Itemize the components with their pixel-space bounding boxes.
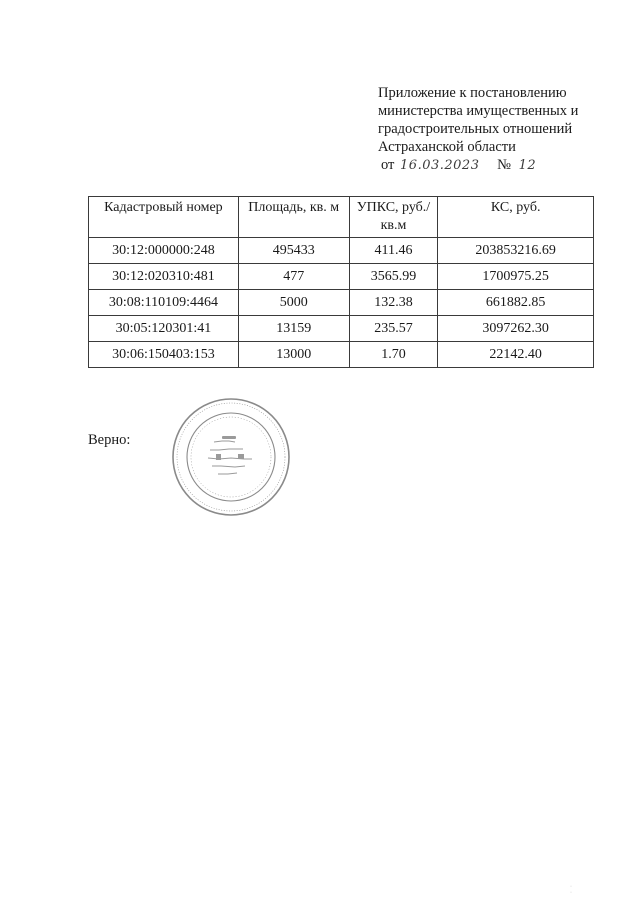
cell-upks: 411.46 (349, 238, 438, 264)
cadastre-table (88, 196, 594, 368)
cell-ks: 203853216.69 (438, 238, 594, 264)
header-line-3: градостроительных отношений (378, 121, 573, 137)
table-row (89, 316, 594, 342)
cell-area: 13000 (238, 342, 349, 368)
annex-header (378, 84, 628, 175)
cell-cadastral-number: 30:08:110109:4464 (89, 290, 239, 316)
table-row (89, 264, 594, 290)
cell-cadastral-number: 30:12:020310:481 (89, 264, 239, 290)
cell-area: 13159 (238, 316, 349, 342)
col-header-upks: УПКС, руб./кв.м (349, 197, 438, 238)
cell-ks: 661882.85 (438, 290, 594, 316)
number-prefix: № (497, 157, 511, 173)
cell-ks: 1700975.25 (438, 264, 594, 290)
cell-upks: 1.70 (349, 342, 438, 368)
table-row (89, 238, 594, 264)
cell-ks: 3097262.30 (438, 316, 594, 342)
header-line-2: министерства имущественных и (378, 103, 579, 119)
cell-upks: 3565.99 (349, 264, 438, 290)
cell-area: 477 (238, 264, 349, 290)
cell-cadastral-number: 30:06:150403:153 (89, 342, 239, 368)
cell-area: 5000 (238, 290, 349, 316)
header-line-1: Приложение к постановлению (378, 85, 567, 101)
table-row (89, 290, 594, 316)
table-row (89, 342, 594, 368)
cell-area: 495433 (238, 238, 349, 264)
col-header-area: Площадь, кв. м (238, 197, 349, 238)
official-seal-stamp (170, 396, 292, 518)
cell-cadastral-number: 30:12:000000:248 (89, 238, 239, 264)
cell-upks: 235.57 (349, 316, 438, 342)
handwritten-number: 12 (518, 158, 537, 173)
col-header-cadastral-number: Кадастровый номер (89, 197, 239, 238)
table-header-row (89, 197, 594, 238)
handwritten-date: 16.03.2023 (400, 158, 480, 173)
scan-artifact: · · (570, 884, 600, 896)
cell-upks: 132.38 (349, 290, 438, 316)
cell-cadastral-number: 30:05:120301:41 (89, 316, 239, 342)
header-line-4: Астраханской области (378, 139, 516, 155)
date-prefix: от (381, 157, 395, 173)
cell-ks: 22142.40 (438, 342, 594, 368)
col-header-ks: КС, руб. (438, 197, 594, 238)
date-number-line (378, 156, 628, 175)
verno-label: Верно: (88, 432, 131, 448)
